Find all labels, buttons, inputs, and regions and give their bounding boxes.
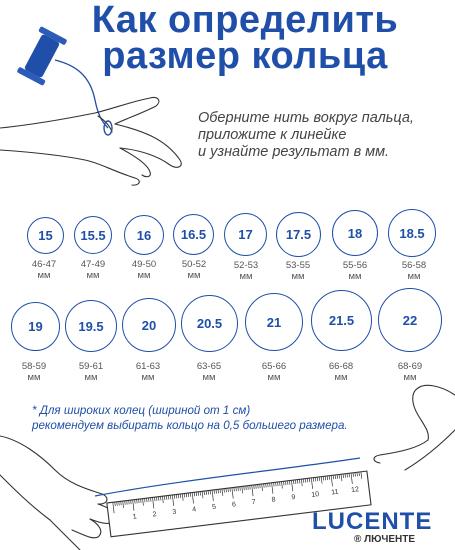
wide-ring-note — [32, 403, 432, 433]
ring-size-21 — [245, 293, 303, 351]
hand-top-icon — [0, 98, 181, 186]
ring-size-label: 16.5 — [180, 227, 207, 242]
note-line-1: * Для широких колец (шириной от 1 см) — [32, 404, 251, 417]
ring-size-label: 16 — [136, 227, 152, 243]
ring-size-label: 15 — [38, 228, 53, 243]
thread-spool-icon — [17, 26, 68, 86]
ring-range-19-5: 59-61 мм — [78, 361, 104, 383]
ruler-number: 4 — [191, 506, 197, 514]
ring-size-15 — [27, 217, 64, 254]
ring-range-18: 55-56 мм — [342, 260, 368, 282]
ring-range-21: 65-66 мм — [261, 361, 287, 383]
ring-size-label: 19.5 — [78, 318, 104, 334]
ring-size-22 — [378, 288, 442, 352]
ruler-number: 6 — [231, 501, 237, 509]
ring-size-label: 18.5 — [399, 225, 425, 241]
ruler-number: 9 — [291, 493, 296, 502]
ring-size-18-5 — [388, 209, 436, 257]
ring-size-16-5 — [173, 214, 214, 255]
ring-size-19 — [11, 302, 60, 351]
ring-range-16: 49-50 мм — [131, 259, 157, 281]
ring-range-15: 46-47 мм — [31, 259, 57, 281]
ring-size-18 — [332, 210, 378, 256]
ring-range-17-5: 53-55 мм — [285, 260, 311, 282]
ruler-number: 12 — [350, 486, 360, 495]
ring-size-label: 15.5 — [80, 227, 106, 243]
brand-logo: LUCENTE — [312, 508, 433, 535]
ring-size-label: 19 — [28, 319, 43, 334]
ring-size-label: 21.5 — [328, 313, 355, 328]
ring-range-18-5: 56-58 мм — [401, 260, 427, 282]
ring-range-21-5: 66-68 мм — [328, 361, 354, 383]
ring-size-label: 22 — [402, 312, 418, 328]
hand-bottom-left-icon — [0, 436, 116, 550]
ruler-number: 1 — [132, 513, 138, 521]
ring-size-20-5 — [181, 295, 238, 352]
ring-size-label: 18 — [347, 225, 363, 241]
ring-range-16-5: 50-52 мм — [181, 259, 207, 281]
ring-range-17: 52-53 мм — [233, 260, 259, 282]
note-line-2: рекомендуем выбирать кольцо на 0,5 большего размера. — [32, 419, 348, 432]
ruler-number: 3 — [172, 508, 177, 517]
ring-size-label: 20.5 — [196, 316, 223, 331]
ring-size-17-5 — [276, 212, 321, 257]
ring-size-21-5 — [311, 290, 372, 351]
instruction-line-1: Оберните нить вокруг пальца, — [198, 110, 414, 126]
brand-subtitle: ® ЛЮЧЕНТЕ — [354, 534, 416, 545]
ring-size-label: 17.5 — [285, 227, 312, 242]
instruction-line-3: и узнайте результат в мм. — [198, 144, 390, 160]
ruler-number: 10 — [311, 491, 320, 499]
ring-range-20-5: 63-65 мм — [196, 361, 222, 383]
instruction-line-2: приложите к линейке — [198, 127, 347, 143]
ring-size-17 — [224, 213, 267, 256]
instruction-text — [198, 110, 448, 161]
ring-range-20: 61-63 мм — [135, 361, 161, 383]
ring-size-label: 17 — [238, 227, 253, 242]
ring-range-22: 68-69 мм — [397, 361, 423, 383]
ruler-number: 7 — [251, 498, 257, 507]
ruler-number: 2 — [152, 511, 157, 519]
ring-size-19-5 — [65, 300, 117, 352]
ring-size-label: 20 — [141, 317, 157, 333]
page-title-line1: Как определить — [91, 0, 399, 41]
ring-range-15-5: 47-49 мм — [80, 259, 106, 281]
page-title-line2: размер кольца — [102, 35, 388, 77]
ring-range-19: 58-59 мм — [21, 361, 47, 383]
ruler-number: 5 — [211, 503, 217, 512]
ruler-number: 8 — [271, 496, 277, 504]
ring-size-15-5 — [74, 216, 112, 254]
ring-size-20 — [122, 298, 176, 352]
ruler-number: 11 — [330, 488, 339, 497]
ring-size-label: 21 — [266, 314, 282, 330]
ring-size-16 — [124, 215, 164, 255]
